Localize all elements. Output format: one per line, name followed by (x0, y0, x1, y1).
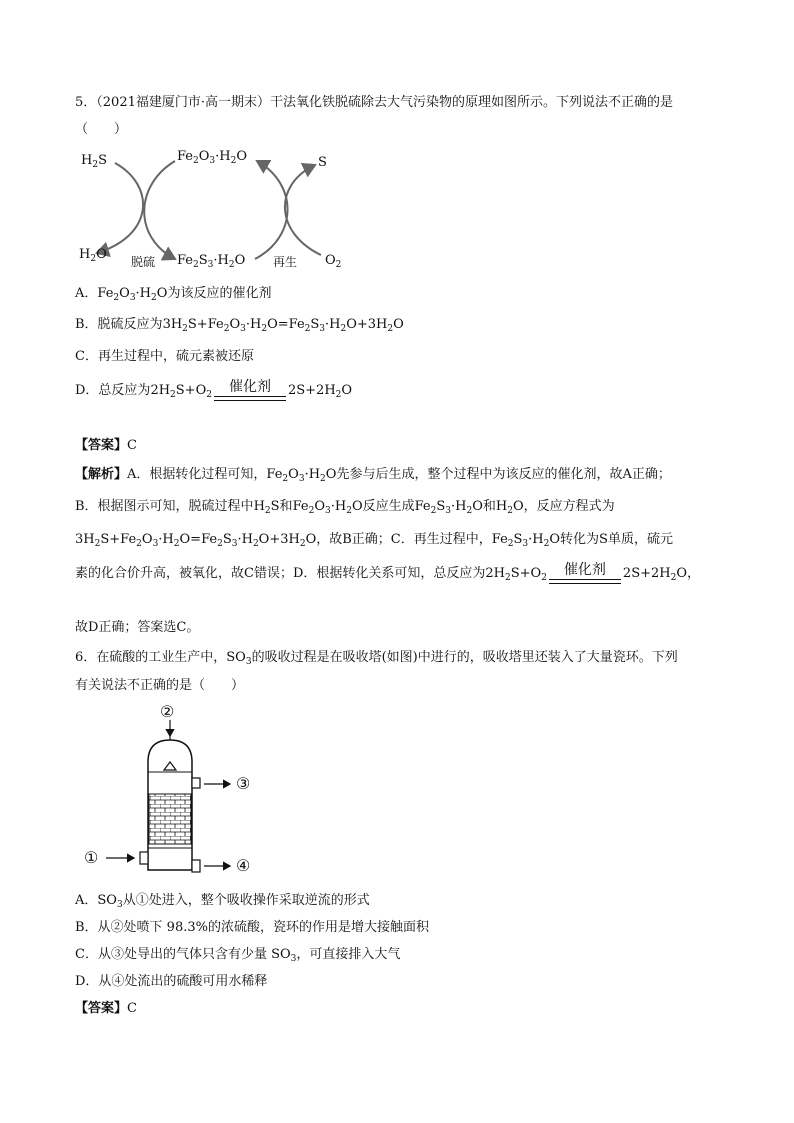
q5-analysis-line-2: B．根据图示可知，脱硫过程中$H_2S$和$Fe_2O_3\cdot H_2O$反应生成$Fe_2S_3\cdot H_2O$和$H_2O$，反应方程式为 (75, 499, 615, 516)
q5-analysis-line-1: 【解析】A．根据转化过程可知，$Fe_2O_3\cdot H_2O$先参与后生成，整个过程中为该反应的催化剂，故A正确； (75, 467, 671, 484)
arc-o2-to-s (285, 165, 321, 255)
q5-paren: （ ） (75, 122, 128, 137)
marker-1: ① (84, 848, 99, 867)
packing-rings (149, 794, 191, 844)
arc-fe2o3-to-fe2s3 (144, 161, 175, 259)
q6-option-c: C．从③处导出的气体只含有少量 $SO_3$，可直接排入大气 (75, 947, 401, 964)
q5-stem: 5．（2021福建厦门市·高一期末）干法氧化铁脱硫除去大气污染物的原理如图所示。下列说法不正确的是 (75, 95, 673, 110)
q5-cycle-figure (75, 145, 365, 275)
q6-answer: 【答案】C (75, 1001, 137, 1016)
q5-analysis-line-3: $3H_2S+Fe_2O_3\cdot H_2O=Fe_2S_3\cdot H_2O+3H_2O$，故B正确；C．再生过程中，$Fe_2S_3\cdot H_2O$转化为S单质，硫元 (75, 532, 673, 549)
q5-option-d: D．总反应为$2H_2S+O_2$ 催化剂 $2S+2H_2O$ (75, 379, 353, 400)
fig-h2s-label: $H_2S$ (81, 153, 107, 170)
q6-tower-figure (80, 700, 280, 880)
q5-option-b: B．脱硫反应为$3H_2S+Fe_2O_3\cdot H_2O=Fe_2S_3\cdot H_2O+3H_2O$ (75, 317, 404, 334)
q6-stem-cont: 有关说法不正确的是（ ） (75, 678, 245, 693)
marker-4: ④ (236, 856, 251, 875)
fig-regen-label: 再生 (273, 255, 298, 269)
arc-fe2s3-to-fe2o3 (255, 161, 288, 259)
fig-o2-label: $O_2$ (325, 253, 342, 270)
catalyst-condition: 催化剂 (549, 563, 621, 584)
q6-option-d: D．从④处流出的硫酸可用水稀释 (75, 974, 268, 989)
fig-desulf-label: 脱硫 (131, 255, 156, 269)
q6-stem: 6．在硫酸的工业生产中，$SO_3$的吸收过程是在吸收塔(如图)中进行的，吸收塔里还装入了大量瓷环。下列 (75, 650, 678, 667)
q5-analysis-line-4: 素的化合价升高，被氧化，故C错误；D．根据转化关系可知，总反应为$2H_2S+O_2$ 催化剂 $2S+2H_2O$， (75, 562, 701, 583)
q6-option-b: B．从②处喷下 98.3%的浓硫酸，瓷环的作用是增大接触面积 (75, 920, 429, 935)
catalyst-condition: 催化剂 (214, 380, 286, 401)
arc-h2s-to-h2o (97, 163, 143, 253)
fig-s-label: S (318, 155, 327, 170)
fig-fe2s3-label: $Fe_2S_3\cdot H_2O$ (177, 253, 246, 270)
q5-analysis-line-5: 故D正确；答案选C。 (75, 620, 200, 635)
q6-option-a: A．$SO_3$从①处进入，整个吸收操作采取逆流的形式 (75, 893, 370, 910)
marker-2: ② (160, 702, 175, 721)
q5-answer: 【答案】C (75, 438, 137, 453)
q5-option-c: C．再生过程中，硫元素被还原 (75, 349, 254, 364)
fig-fe2o3-label: $Fe_2O_3\cdot H_2O$ (177, 149, 248, 166)
fig-h2o-label: $H_2O$ (79, 247, 107, 264)
q5-option-a: A．$Fe_2O_3\cdot H_2O$为该反应的催化剂 (75, 286, 272, 303)
marker-3: ③ (236, 774, 251, 793)
